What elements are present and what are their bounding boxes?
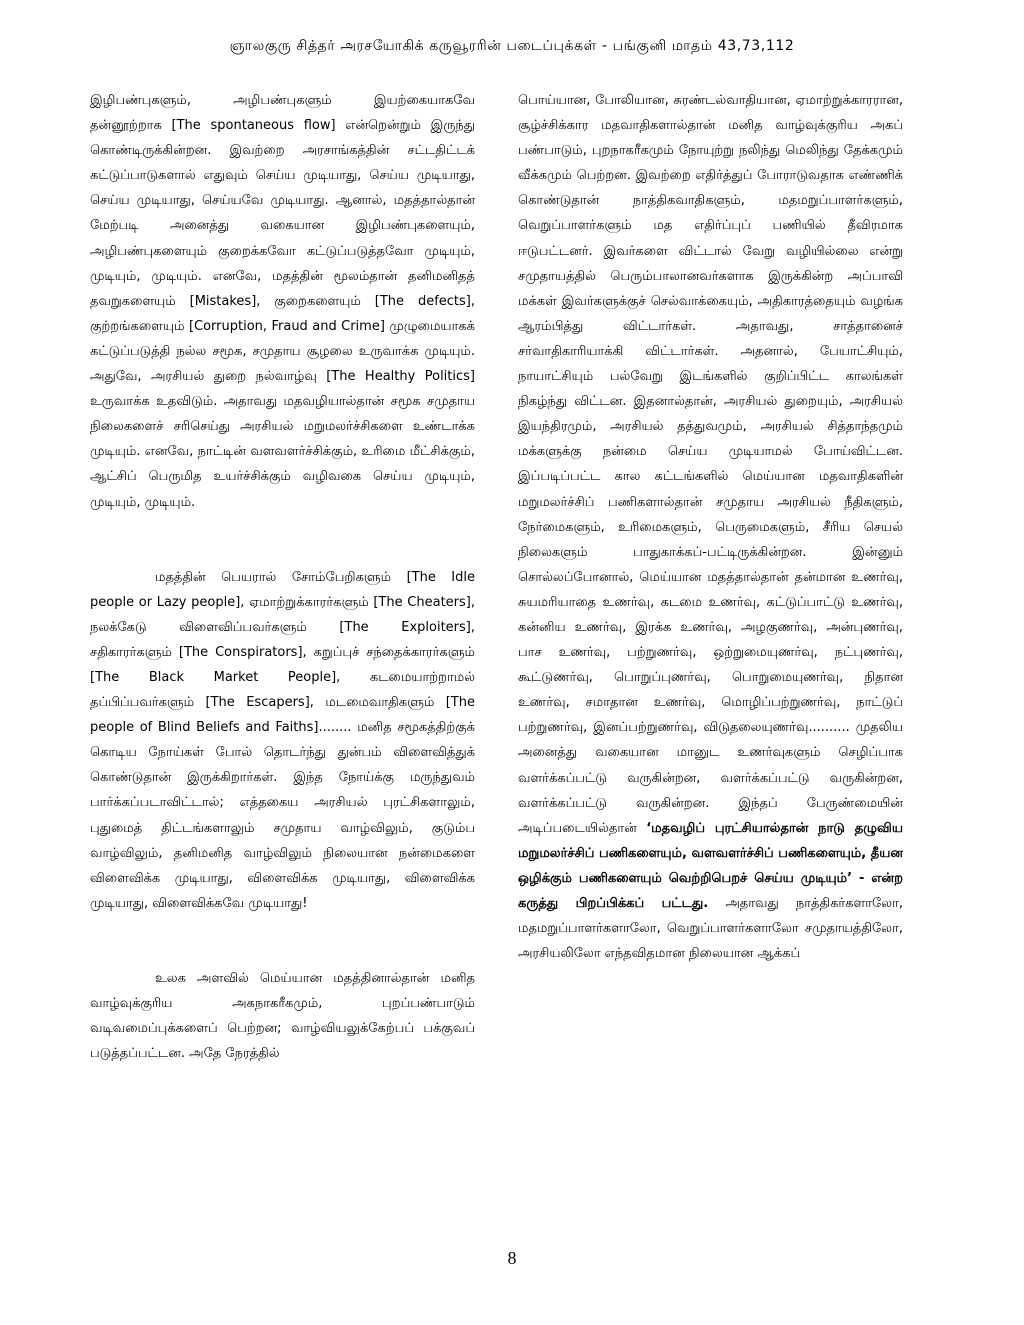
left-column: [90, 88, 475, 1238]
paragraph-1: இழிபண்புகளும், அழிபண்புகளும் இயற்கையாகவே தன்னூற்றாக [The spontaneous flow] என்றென்றும் இருந்து கொண்டிருக்கின்றன. இவற்றை அரசாங்கத்தின் சட்டதிட்டக் கட்டுப்பாடுகளால் எதுவும் செய்ய முடியாது, செய்ய முடியாது, செய்ய முடியாது, செய்யவே முடியாது. ஆனால், மதத்தால்தான் மேற்படி அனைத்து வகையான இழிபண்புகளையும், அழிபண்புகளையும் குறைக்கவோ கட்டுப்படுத்தவோ முடியும், முடியும், முடியும். எனவே, மதத்தின் மூலம்தான் தனிமனிதத் தவறுகளையும் [Mistakes], குறைகளையும் [The defects], குற்றங்களையும் [Corruption, Fraud and Crime] முழுமையாகக் கட்டுப்படுத்தி நல்ல சமூக, சமுதாய சூழலை உருவாக்க முடியும். அதுவே, அரசியல் துறை நல்வாழ்வு [The Healthy Politics] உருவாக்க உதவிடும். அதாவது மதவழியால்தான் சமூக சமுதாய நிலைகளைச் சரிசெய்து அரசியல் மறுமலர்ச்சிகளை உண்டாக்க முடியும். எனவே, நாட்டின் வளவளர்ச்சிக்கும், உரிமை மீட்சிக்கும், ஆட்சிப் பெருமித உயர்ச்சிக்கும் வழிவகை செய்ய முடியும், முடியும், முடியும்.: [90, 93, 475, 510]
paragraph-gap: [90, 515, 475, 565]
paragraph-4: [518, 88, 903, 966]
page-number: 8: [507, 1248, 517, 1268]
running-header: ஞாலகுரு சித்தர் அரசயோகிக் கருவூரரின் படைப்புக்கள் - பங்குனி மாதம் 43,73,112: [229, 38, 795, 54]
paragraph-4-continuation: அதாவது நாத்திகர்களாலோ, மதமறுப்பாளர்களாலோ, வெறுப்பாளர்களாலோ சமுதாயத்திலோ, அரசியலிலோ எந்தவிதமான நிலையான ஆக்கப்: [518, 896, 903, 962]
emphasized-quote: ‘மதவழிப் புரட்சியால்தான் நாடு தழுவிய மறுமலர்ச்சிப் பணிகளையும், வளவளர்ச்சிப் பணிகளையும், தீயன ஒழிக்கும் பணிகளையும் வெற்றிபெறச் செய்ய முடியும்’ - என்ற கருத்து பிறப்பிக்கப் பட்டது.: [518, 820, 903, 911]
paragraph-4-text: பொய்யான, போலியான, சுரண்டல்வாதியான, ஏமாற்றுக்காரரான, சூழ்ச்சிக்கார மதவாதிகளால்தான் மனித வாழ்வுக்குரிய அகப் பண்பாடும், புறநாகரீகமும் நோயுற்று நலிந்து மெலிந்து தேக்கமும் வீக்கமும் பெற்றன. இவற்றை எதிர்த்துப் போராடுவதாக எண்ணிக் கொண்டுதான் நாத்திகவாதிகளும், மதமறுப்பாளர்களும், வெறுப்பாளர்களும் மத எதிர்ப்புப் பணியில் தீவிரமாக ஈடுபட்டனர். இவர்களை விட்டால் வேறு வழியில்லை என்று சமுதாயத்தில் பெரும்பாலானவர்களாக இருக்கின்ற அப்பாவி மக்கள் இவர்களுக்குச் செல்வாக்கையும், அதிகாரத்தையும் வழங்க ஆரம்பித்து விட்டார்கள். அதாவது, சாத்தானைச் சர்வாதிகாரியாக்கி விட்டார்கள். அதனால், பேயாட்சியும், நாயாட்சியும் பல்வேறு இடங்களில் குறிப்பிட்ட காலங்கள் நிகழ்ந்து விட்டன. இதனால்தான், அரசியல் துறையும், அரசியல் இயந்திரமும், அரசியல் தத்துவமும், அரசியல் சித்தாந்தமும் மக்களுக்கு நன்மை செய்ய முடியாமல் போய்விட்டன. இப்படிப்பட்ட கால கட்டங்களில் மெய்யான மதவாதிகளின் மறுமலர்ச்சிப் பணிகளால்தான் சமுதாய அரசியல் நீதிகளும், நேர்மைகளும், உரிமைகளும், பெருமைகளும், சீரிய செயல் நிலைகளும் பாதுகாக்கப்-பட்டிருக்கின்றன. இன்னும் சொல்லப்போனால், மெய்யான மதத்தால்தான் தன்மான உணர்வு, சுயமரியாதை உணர்வு, கடமை உணர்வு, கட்டுப்பாட்டு உணர்வு, கன்னிய உணர்வு, இரக்க உணர்வு, அழகுணர்வு, அன்புணர்வு, பாச உணர்வு, பற்றுணர்வு, ஒற்றுமையுணர்வு, நட்புணர்வு, கூட்டுணர்வு, பொறுப்புணர்வு, பொறுமையுணர்வு, நிதான உணர்வு, சமாதான உணர்வு, மொழிப்பற்றுணர்வு, நாட்டுப் பற்றுணர்வு, இனப்பற்றுணர்வு, விடுதலையுணர்வு.......... முதலிய அனைத்து வகையான மானுட உணர்வுகளும் செழிப்பாக வளர்க்கப்பட்டு வருகின்றன, வளர்க்கப்பட்டு வருகின்றன, வளர்க்கப்பட்டு வருகின்றன. இந்தப் பேருண்மையின் அடிப்படையில்தான்: [518, 93, 903, 836]
paragraph-2: மதத்தின் பெயரால் சோம்பேறிகளும் [The Idle people or Lazy people], ஏமாற்றுக்காரர்களும் [The Cheaters], நலக்கேடு விளைவிப்பவர்களும் [The Exploiters], சதிகாரர்களும் [The Conspirators], கறுப்புச் சந்தைக்காரர்களும் [The Black Market People], கடமையாற்றாமல் தப்பிப்பவர்களும் [The Escapers], மடமைவாதிகளும் [The people of Blind Beliefs and Faiths]........ மனித சமூகத்திற்குக் கொடிய நோய்கள் போல் தொடர்ந்து துன்பம் விளைவித்துக் கொண்டுதான் இருக்கிறார்கள். இந்த நோய்க்கு மருந்துவம் பார்க்கப்படாவிட்டால்; எத்தகைய அரசியல் புரட்சிகளாலும், புதுமைத் திட்டங்களாலும் சமுதாய வாழ்விலும், குடும்ப வாழ்விலும், தனிமனித வாழ்விலும் நிலையான நன்மைகளை விளைவிக்க முடியாது, விளைவிக்க முடியாது, விளைவிக்க முடியாது, விளைவிக்கவே முடியாது!: [90, 569, 475, 911]
paragraph-3: உலக அளவில் மெய்யான மதத்தினால்தான் மனித வாழ்வுக்குரிய அகநாகரீகமும், புறப்பண்பாடும் வடிவமைப்புக்களைப் பெற்றன; வாழ்வியலுக்கேற்பப் பக்குவப் படுத்தப்பட்டன. அதே நேரத்தில்: [90, 970, 475, 1062]
paragraph-gap: [90, 916, 475, 966]
right-column: [518, 88, 903, 1238]
